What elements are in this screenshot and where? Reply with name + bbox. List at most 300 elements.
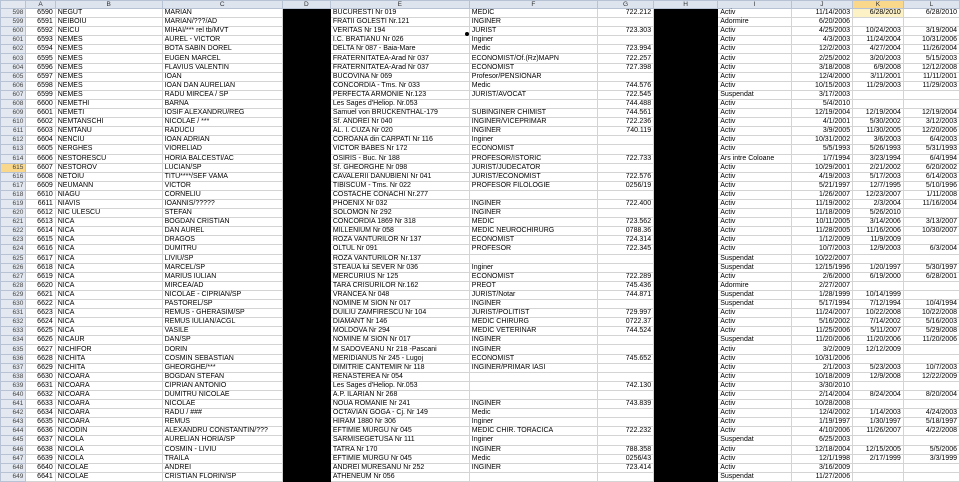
cell-a[interactable]: 6597 [26,72,55,81]
cell-l[interactable]: 3/3/1999 [903,454,959,463]
cell-b[interactable]: NICA [55,245,162,254]
cell-k[interactable]: 6/28/2010 [853,9,904,18]
cell-k[interactable]: 5/26/2010 [853,209,904,218]
cell-h[interactable]: TRAIAN N [654,45,718,54]
cell-h[interactable]: Str. Mares [654,163,718,172]
cell-e[interactable]: OSIRIS - Buc. Nr 188 [330,154,469,163]
cell-f[interactable]: Medic [469,409,597,418]
cell-g[interactable]: 722.257 [598,54,654,63]
cell-a[interactable]: 6610 [26,190,55,199]
cell-b[interactable]: NEGUT [55,9,162,18]
cell-b[interactable]: NIC ULESCU [55,209,162,218]
cell-d[interactable]: -1380716 [282,154,330,163]
cell-c[interactable]: MIRCEA/AD [162,281,282,290]
cell-a[interactable]: 6594 [26,45,55,54]
cell-f[interactable] [469,254,597,263]
cell-k[interactable] [853,90,904,99]
cell-a[interactable]: 6612 [26,209,55,218]
cell-g[interactable]: 788.358 [598,445,654,454]
cell-j[interactable]: 4/3/2003 [791,36,852,45]
cell-a[interactable]: 6618 [26,263,55,272]
cell-l[interactable]: 12/12/2008 [903,63,959,72]
cell-f[interactable]: INGINER [469,336,597,345]
cell-d[interactable]: -1590308 [282,118,330,127]
cell-k[interactable] [853,400,904,409]
cell-j[interactable]: 10/15/2003 [791,81,852,90]
cell-h[interactable]: M.KOGAL [654,127,718,136]
cell-a[interactable]: 6624 [26,318,55,327]
cell-c[interactable]: FLAVIUS VALENTIN [162,63,282,72]
row-header[interactable]: 603 [1,54,26,63]
cell-e[interactable]: M SADOVEANU Nr 218 -Pascani [330,345,469,354]
cell-l[interactable]: 10/7/2003 [903,363,959,372]
cell-k[interactable] [853,99,904,108]
cell-f[interactable]: INGINER [469,127,597,136]
cell-j[interactable]: 12/15/1996 [791,263,852,272]
cell-c[interactable]: RADU MIRCEA / SP [162,90,282,99]
cell-c[interactable]: REMUS IULIAN/ACGL [162,318,282,327]
cell-i[interactable]: Activ [718,145,791,154]
cell-e[interactable]: BUCOVINA Nr 069 [330,72,469,81]
cell-a[interactable]: 6620 [26,281,55,290]
cell-b[interactable]: NEMES [55,90,162,99]
cell-d[interactable]: -1570507 [282,54,330,63]
cell-g[interactable]: 722.212 [598,9,654,18]
cell-h[interactable]: sos IANCU [654,154,718,163]
cell-i[interactable]: Activ [718,272,791,281]
cell-a[interactable]: 6616 [26,245,55,254]
cell-e[interactable]: EFTIMIE MURGU Nr 045 [330,427,469,436]
cell-g[interactable]: 722.289 [598,272,654,281]
cell-f[interactable]: JURIST/ECONOMIST [469,172,597,181]
cell-k[interactable]: 12/15/2005 [853,445,904,454]
cell-j[interactable]: 2/1/2003 [791,363,852,372]
cell-k[interactable] [853,472,904,481]
cell-h[interactable] [654,290,718,299]
cell-b[interactable]: NICAUR [55,336,162,345]
row-header[interactable]: 647 [1,454,26,463]
cell-c[interactable]: IOAN DAN AURELIAN [162,81,282,90]
cell-j[interactable]: 3/2/2009 [791,345,852,354]
cell-e[interactable]: Samuel von BRUCKENTHAL-179 [330,109,469,118]
cell-g[interactable]: 745.436 [598,281,654,290]
cell-h[interactable]: CUTITUL D [654,9,718,18]
cell-d[interactable]: -1580520 [282,427,330,436]
cell-e[interactable]: FRATERNITATEA-Arad Nr 037 [330,54,469,63]
row-header[interactable]: 612 [1,136,26,145]
cell-c[interactable]: LIVIU/SP [162,254,282,263]
cell-l[interactable] [903,400,959,409]
cell-g[interactable]: 722.733 [598,154,654,163]
cell-b[interactable]: NICA [55,309,162,318]
cell-l[interactable]: 12/20/2006 [903,127,959,136]
cell-b[interactable]: NEMES [55,36,162,45]
row-header[interactable]: 641 [1,400,26,409]
row-header[interactable]: 617 [1,181,26,190]
cell-g[interactable]: 743.839 [598,400,654,409]
cell-e[interactable]: SOLOMON Nr 292 [330,209,469,218]
cell-c[interactable]: MARIUS IULIAN [162,272,282,281]
cell-j[interactable]: 3/9/2005 [791,127,852,136]
cell-l[interactable]: 11/26/2004 [903,45,959,54]
cell-f[interactable] [469,390,597,399]
cell-i[interactable]: Activ [718,345,791,354]
cell-l[interactable]: 3/12/2003 [903,118,959,127]
cell-k[interactable]: 12/23/2007 [853,190,904,199]
cell-k[interactable] [853,436,904,445]
cell-i[interactable]: Activ [718,27,791,36]
cell-b[interactable]: NICA [55,290,162,299]
cell-b[interactable]: NICODIN [55,427,162,436]
cell-d[interactable] [282,190,330,199]
cell-g[interactable] [598,36,654,45]
cell-j[interactable]: 12/4/2000 [791,72,852,81]
cell-a[interactable]: 6592 [26,27,55,36]
cell-c[interactable]: TITU****/SEF VAMA [162,172,282,181]
cell-h[interactable]: DEALULUI [654,109,718,118]
cell-h[interactable]: str. -Cluj-N [654,409,718,418]
cell-c[interactable]: ANDREI [162,463,282,472]
cell-a[interactable]: 6607 [26,163,55,172]
cell-k[interactable]: 11/16/2006 [853,227,904,236]
cell-j[interactable]: 10/31/2006 [791,354,852,363]
cell-d[interactable]: -1661029 [282,163,330,172]
cell-g[interactable]: 744.488 [598,99,654,108]
cell-a[interactable]: 6640 [26,463,55,472]
cell-i[interactable]: Activ [718,63,791,72]
row-header[interactable]: 607 [1,90,26,99]
cell-j[interactable]: 3/30/2010 [791,381,852,390]
cell-k[interactable] [853,254,904,263]
cell-k[interactable]: 12/19/2004 [853,109,904,118]
cell-k[interactable]: 10/24/2003 [853,27,904,36]
cell-d[interactable] [282,345,330,354]
cell-i[interactable]: Activ [718,309,791,318]
cell-k[interactable]: 4/27/2004 [853,45,904,54]
cell-k[interactable]: 1/30/1997 [853,418,904,427]
cell-d[interactable] [282,263,330,272]
cell-h[interactable]: str.Louis P [654,318,718,327]
cell-c[interactable]: IOAN ADRIAN [162,136,282,145]
cell-c[interactable]: DORIN [162,345,282,354]
cell-c[interactable]: BARNA [162,99,282,108]
cell-l[interactable]: 6/28/2001 [903,272,959,281]
cell-j[interactable]: 4/10/2006 [791,427,852,436]
cell-e[interactable]: VERITAS Nr 194 [330,27,469,36]
cell-a[interactable]: 6630 [26,372,55,381]
cell-b[interactable]: NICA [55,300,162,309]
cell-a[interactable]: 6637 [26,436,55,445]
cell-j[interactable]: 4/25/2003 [791,27,852,36]
cell-h[interactable] [654,336,718,345]
cell-i[interactable]: Activ [718,327,791,336]
cell-d[interactable] [282,418,330,427]
cell-k[interactable]: 5/23/2003 [853,363,904,372]
cell-i[interactable]: Activ [718,372,791,381]
cell-a[interactable]: 6603 [26,127,55,136]
cell-j[interactable]: 3/18/2008 [791,63,852,72]
cell-i[interactable]: Activ [718,390,791,399]
cell-f[interactable]: PREOT [469,281,597,290]
cell-l[interactable]: 10/31/2006 [903,36,959,45]
cell-g[interactable] [598,18,654,27]
cell-b[interactable]: NICA [55,254,162,263]
cell-f[interactable]: PROFESOR/ISTORIC [469,154,597,163]
cell-j[interactable]: 11/19/2002 [791,199,852,208]
cell-k[interactable]: 5/11/2007 [853,327,904,336]
cell-h[interactable]: Str. Dorob [654,54,718,63]
cell-h[interactable]: COM.JARI [654,309,718,318]
cell-h[interactable] [654,190,718,199]
cell-g[interactable] [598,472,654,481]
cell-c[interactable]: MIHAI/*** rel tb/MVT [162,27,282,36]
cell-b[interactable]: NESTORESCU [55,154,162,163]
cell-e[interactable]: NOMINE M SION Nr 017 [330,300,469,309]
cell-g[interactable]: 740.119 [598,127,654,136]
cell-f[interactable]: Inginer [469,436,597,445]
cell-k[interactable]: 3/6/2003 [853,136,904,145]
cell-b[interactable]: NICHITA [55,354,162,363]
cell-j[interactable]: 1/28/1999 [791,290,852,299]
cell-i[interactable]: Activ [718,245,791,254]
cell-j[interactable]: 2/25/2002 [791,54,852,63]
cell-l[interactable]: 6/28/2010 [903,9,959,18]
cell-l[interactable]: 5/15/2003 [903,54,959,63]
cell-d[interactable] [282,381,330,390]
cell-d[interactable] [282,236,330,245]
cell-b[interactable]: NICOARA [55,372,162,381]
cell-a[interactable]: 6634 [26,409,55,418]
cell-c[interactable]: NICOLAE - CIPRIAN/SP [162,290,282,299]
cell-e[interactable]: A.P. ILARIAN Nr 268 [330,390,469,399]
row-header[interactable]: 639 [1,381,26,390]
cell-a[interactable]: 6590 [26,9,55,18]
cell-a[interactable]: 6635 [26,418,55,427]
cell-g[interactable]: 722.232 [598,427,654,436]
cell-a[interactable]: 6633 [26,400,55,409]
cell-i[interactable]: Activ [718,427,791,436]
cell-g[interactable]: 744.576 [598,81,654,90]
cell-h[interactable] [654,209,718,218]
cell-k[interactable]: 5/30/2002 [853,118,904,127]
cell-l[interactable]: 12/22/2009 [903,372,959,381]
cell-l[interactable]: 3/19/2004 [903,27,959,36]
cell-h[interactable]: VASILE G [654,427,718,436]
cell-i[interactable]: Activ [718,463,791,472]
cell-d[interactable]: -1691209 [282,445,330,454]
cell-k[interactable]: 5/26/1993 [853,145,904,154]
cell-c[interactable]: REMUS [162,418,282,427]
cell-b[interactable]: NICOARA [55,381,162,390]
cell-a[interactable]: 6606 [26,154,55,163]
cell-j[interactable]: 11/14/2003 [791,9,852,18]
cell-d[interactable]: -1611208 [282,227,330,236]
cell-g[interactable] [598,390,654,399]
cell-e[interactable]: VRANCEA Nr 048 [330,290,469,299]
cell-h[interactable] [654,300,718,309]
cell-f[interactable] [469,472,597,481]
select-all-corner[interactable] [1,1,26,9]
cell-g[interactable] [598,300,654,309]
cell-c[interactable]: VICTOR [162,181,282,190]
row-header[interactable]: 620 [1,209,26,218]
cell-e[interactable]: MOLDOVA Nr 294 [330,327,469,336]
cell-b[interactable]: NEMES [55,63,162,72]
cell-k[interactable]: 3/14/2006 [853,218,904,227]
cell-j[interactable]: 10/31/2002 [791,136,852,145]
cell-e[interactable]: NOUA ROMANIE Nr 241 [330,400,469,409]
cell-i[interactable]: Suspendat [718,300,791,309]
cell-f[interactable]: JURIST/Notar [469,290,597,299]
cell-h[interactable]: Str. Ulpia [654,81,718,90]
cell-c[interactable]: DAN AUREL [162,227,282,236]
row-header[interactable]: 610 [1,118,26,127]
cell-i[interactable]: Suspendat [718,263,791,272]
cell-l[interactable]: 5/31/1993 [903,145,959,154]
row-header[interactable]: 631 [1,309,26,318]
cell-i[interactable]: Activ [718,109,791,118]
cell-j[interactable]: 12/18/2004 [791,445,852,454]
cell-j[interactable]: 1/26/2007 [791,190,852,199]
cell-g[interactable]: 722.400 [598,199,654,208]
cell-h[interactable]: SOS PAN [654,445,718,454]
cell-c[interactable]: IOANNIS/????? [162,199,282,208]
cell-e[interactable]: VICTOR BABES Nr 172 [330,145,469,154]
cell-f[interactable] [469,190,597,199]
cell-e[interactable]: PHOENIX Nr 032 [330,199,469,208]
cell-b[interactable]: NETOIU [55,172,162,181]
cell-b[interactable]: NEMETI [55,109,162,118]
cell-g[interactable]: 723.303 [598,27,654,36]
cell-h[interactable]: Str. T. Vla [654,172,718,181]
cell-b[interactable]: NICOARA [55,400,162,409]
cell-e[interactable]: Sf. GHEORGHE Nr 098 [330,163,469,172]
row-header[interactable]: 626 [1,263,26,272]
cell-k[interactable]: 11/26/2007 [853,427,904,436]
cell-e[interactable]: CONCORDIA - Tms. Nr 033 [330,81,469,90]
cell-c[interactable]: DUMITRU NICOLAE [162,390,282,399]
cell-d[interactable] [282,254,330,263]
cell-e[interactable]: COROANA din CARPATI Nr 116 [330,136,469,145]
cell-i[interactable]: Activ [718,190,791,199]
column-header-a[interactable]: A [26,1,55,9]
cell-c[interactable]: RADUCU [162,127,282,136]
cell-i[interactable]: Activ [718,163,791,172]
cell-g[interactable] [598,163,654,172]
cell-i[interactable]: Activ [718,363,791,372]
row-header[interactable]: 632 [1,318,26,327]
column-header-k[interactable]: K [853,1,904,9]
cell-c[interactable]: MARCEL/SP [162,263,282,272]
cell-l[interactable]: 11/16/2004 [903,199,959,208]
cell-e[interactable]: DIAMANT Nr 146 [330,318,469,327]
cell-l[interactable] [903,290,959,299]
cell-l[interactable] [903,18,959,27]
cell-b[interactable]: NICOARA [55,409,162,418]
column-header-b[interactable]: B [55,1,162,9]
cell-j[interactable]: 10/11/2005 [791,218,852,227]
cell-c[interactable]: HORIA BALCESTI/AC [162,154,282,163]
cell-e[interactable]: OCTAVIAN GOGA - Cj. Nr 149 [330,409,469,418]
row-header[interactable]: 649 [1,472,26,481]
cell-a[interactable]: 6609 [26,181,55,190]
cell-h[interactable] [654,345,718,354]
cell-c[interactable]: TRAILA [162,454,282,463]
cell-c[interactable]: NICOLAE [162,400,282,409]
cell-f[interactable]: JURIST [469,27,597,36]
column-header-j[interactable]: J [791,1,852,9]
cell-d[interactable]: -1630217 [282,27,330,36]
cell-j[interactable]: 10/7/2003 [791,245,852,254]
cell-e[interactable]: I.C. BRATIANU Nr 026 [330,36,469,45]
row-header[interactable]: 630 [1,300,26,309]
cell-h[interactable]: Str.Pescai [654,118,718,127]
cell-j[interactable]: 11/25/2006 [791,327,852,336]
cell-d[interactable]: -1240118 [282,72,330,81]
cell-d[interactable]: -1541125 [282,45,330,54]
cell-h[interactable]: str.Station [654,181,718,190]
row-header[interactable]: 604 [1,63,26,72]
cell-g[interactable]: 722.236 [598,118,654,127]
cell-l[interactable]: 6/4/2003 [903,136,959,145]
cell-l[interactable] [903,463,959,472]
cell-d[interactable]: -1600313 [282,327,330,336]
cell-g[interactable] [598,409,654,418]
cell-b[interactable]: NICA [55,281,162,290]
cell-d[interactable] [282,145,330,154]
cell-d[interactable]: -1521123 [282,400,330,409]
cell-g[interactable] [598,190,654,199]
cell-g[interactable]: 722.545 [598,90,654,99]
cell-f[interactable]: MEDIC VETERINAR [469,327,597,336]
cell-b[interactable]: NIAGU [55,190,162,199]
cell-g[interactable] [598,209,654,218]
cell-k[interactable]: 10/22/2008 [853,309,904,318]
cell-e[interactable]: ROZA VANTURILOR Nr 137 [330,236,469,245]
cell-h[interactable] [654,390,718,399]
cell-k[interactable]: 7/14/2002 [853,318,904,327]
cell-c[interactable]: BOGDAN CRISTIAN [162,218,282,227]
cell-l[interactable]: 5/30/1997 [903,263,959,272]
cell-b[interactable]: NICA [55,227,162,236]
cell-d[interactable]: -1600813 [282,127,330,136]
cell-c[interactable]: LUCIAN/SP [162,163,282,172]
cell-d[interactable] [282,436,330,445]
cell-g[interactable]: 723.562 [598,218,654,227]
cell-e[interactable]: RENASTEREA Nr 054 [330,372,469,381]
cell-j[interactable]: 6/25/2003 [791,436,852,445]
cell-j[interactable]: 12/4/2002 [791,409,852,418]
row-header[interactable]: 621 [1,218,26,227]
cell-j[interactable]: 4/19/2003 [791,172,852,181]
cell-l[interactable]: 6/20/2002 [903,163,959,172]
cell-b[interactable]: NEUMANN [55,181,162,190]
cell-h[interactable]: M EMINES [654,327,718,336]
row-header[interactable]: 602 [1,45,26,54]
cell-i[interactable]: Suspendat [718,436,791,445]
row-header[interactable]: 638 [1,372,26,381]
cell-b[interactable]: NEIBOIU [55,18,162,27]
cell-j[interactable]: 1/7/1994 [791,154,852,163]
cell-g[interactable]: 722.345 [598,245,654,254]
cell-k[interactable]: 11/9/2009 [853,236,904,245]
cell-j[interactable]: 5/4/2010 [791,99,852,108]
row-header[interactable]: 625 [1,254,26,263]
cell-e[interactable]: BUCURESTI Nr 019 [330,9,469,18]
cell-k[interactable]: 12/9/2003 [853,245,904,254]
cell-a[interactable]: 6591 [26,18,55,27]
cell-l[interactable]: 4/24/2003 [903,409,959,418]
